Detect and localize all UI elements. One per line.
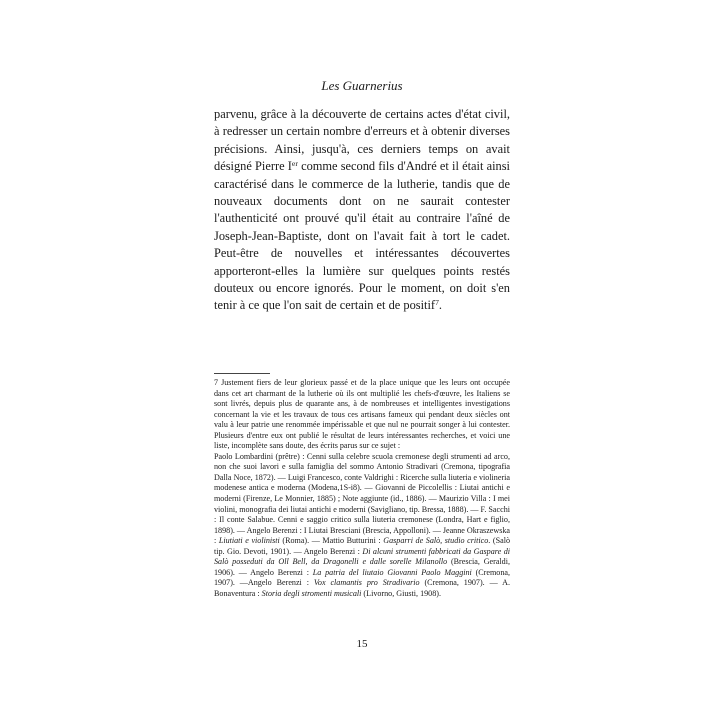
footnote-references-text: . (Salò tip. Gio. Devoti, 1901). — Angelo Berenzi : bbox=[214, 536, 510, 556]
page-number: 15 bbox=[356, 638, 368, 650]
body-paragraph bbox=[214, 106, 510, 315]
footnote-references-text: (Livorno, Giusti, 1908). bbox=[361, 588, 441, 598]
footnote-title: Storia degli stromenti musicali bbox=[261, 588, 362, 598]
running-head: Les Guarnerius bbox=[321, 78, 403, 93]
footnote-references-text: Paolo Lombardini (prêtre) : Cenni sulla celebre scuola cremonese degli strumenti ad arco, non che suoi lavori e sulla famiglia del sommo Antonio Stradivari (Cremona, tipografia Dalla Noce, 1872). — Luigi Francesco, conte Valdrighi : Ricerche sulla liuteria e violineria modenese antica e moderna (Modena,1S-i8). — Giovanni de Piccolellis : Liutai antichi e moderni (Firenze, Le Monnier, 1885) ; Note aggiunte (id., 1886). — Maurizio Villa : I mei violini, monografia dei liutai antichi e moderni (Savigliano, tip. Bressa, 1888). — F. Sacchi : Il conte Salabue. Cenni e saggio critico sulla liuteria cremonese (Londra, Hart e figlio, 1898). — Angelo Berenzi : I Liutai Bresciani (Brescia, Appolloni). — Jeanne Okraszewska : bbox=[214, 451, 511, 546]
footnote-references-text: (Cremona, 1907). — A. Bonaventura : bbox=[214, 578, 511, 598]
footnote bbox=[214, 378, 510, 599]
footnote-intro: 7 Justement fiers de leur glorieux passé et de la place unique que les leurs ont occupée dans cet art charmant de la lutherie où ils ont multiplié les chefs-d'œuvre, les Italiens se sont livrés, depuis plus de quarante ans, à de nombreuses et intelligentes investigations concernant la vie et les travaux de tous ces artisans fameux qui pendant deux siècles ont valu à leur patrie une renommée impérissable et que nul ne pourrait songer à lui contester. Plusieurs d'entre eux ont publié le résultat de leurs intéressantes recherches, et voici une liste, incomplète sans doute, des écrits parus sur ce sujet : bbox=[214, 378, 510, 451]
footnote-references-text: (Cremona, 1907). —Angelo Berenzi : bbox=[214, 567, 510, 588]
body-text-end: . bbox=[438, 298, 443, 313]
footnote-reference: 7 bbox=[435, 298, 439, 308]
footnote-references-text: (Roma). — Mattio Butturini : bbox=[279, 536, 384, 546]
footnote-title: Gasparri de Salò, studio critico bbox=[383, 536, 489, 546]
footnote-title: Vox clamantis pro Stradivario bbox=[313, 578, 420, 588]
superscript-er: er bbox=[291, 159, 298, 168]
footnote-title: La patria del liutaio Giovanni Paolo Maggini bbox=[312, 567, 472, 577]
footnote-separator-rule bbox=[214, 373, 270, 374]
body-text-part-1: parvenu, grâce à la découverte de certains actes d'état civil, à redresser un certain nombre d'erreurs et à obtenir diverses précisions. Ainsi, jusqu'à, ces derniers temps on avait désigné Pierre I bbox=[214, 107, 510, 174]
footnote-title: Di alcuni strumenti fabbricati da Gaspare di Salò posseduti da Oll Bell, da Dragonelli e dalle sorelle Milanollo bbox=[214, 546, 510, 567]
footnote-references-text: (Brescia, Geraldi, 1906). — Angelo Berenzi : bbox=[214, 557, 510, 577]
footnote-title: Liutiati e violinisti bbox=[218, 536, 280, 546]
body-text-part-2: comme second fils d'André et il était ainsi caractérisé dans le commerce de la lutherie, tandis que de nouveaux documents dont on ne saurait contester l'authenticité ont prouvé qu'il était au contraire l'aîné de Joseph-Jean-Baptiste, dont on l'avait fait à tort le cadet. Peut-être de nouvelles et intéressantes découvertes apporteront-elles la lumière sur quelques points restés douteux ou encore ignorés. Pour le moment, on doit s'en tenir à ce que l'on sait de certain et de positif bbox=[214, 159, 510, 313]
